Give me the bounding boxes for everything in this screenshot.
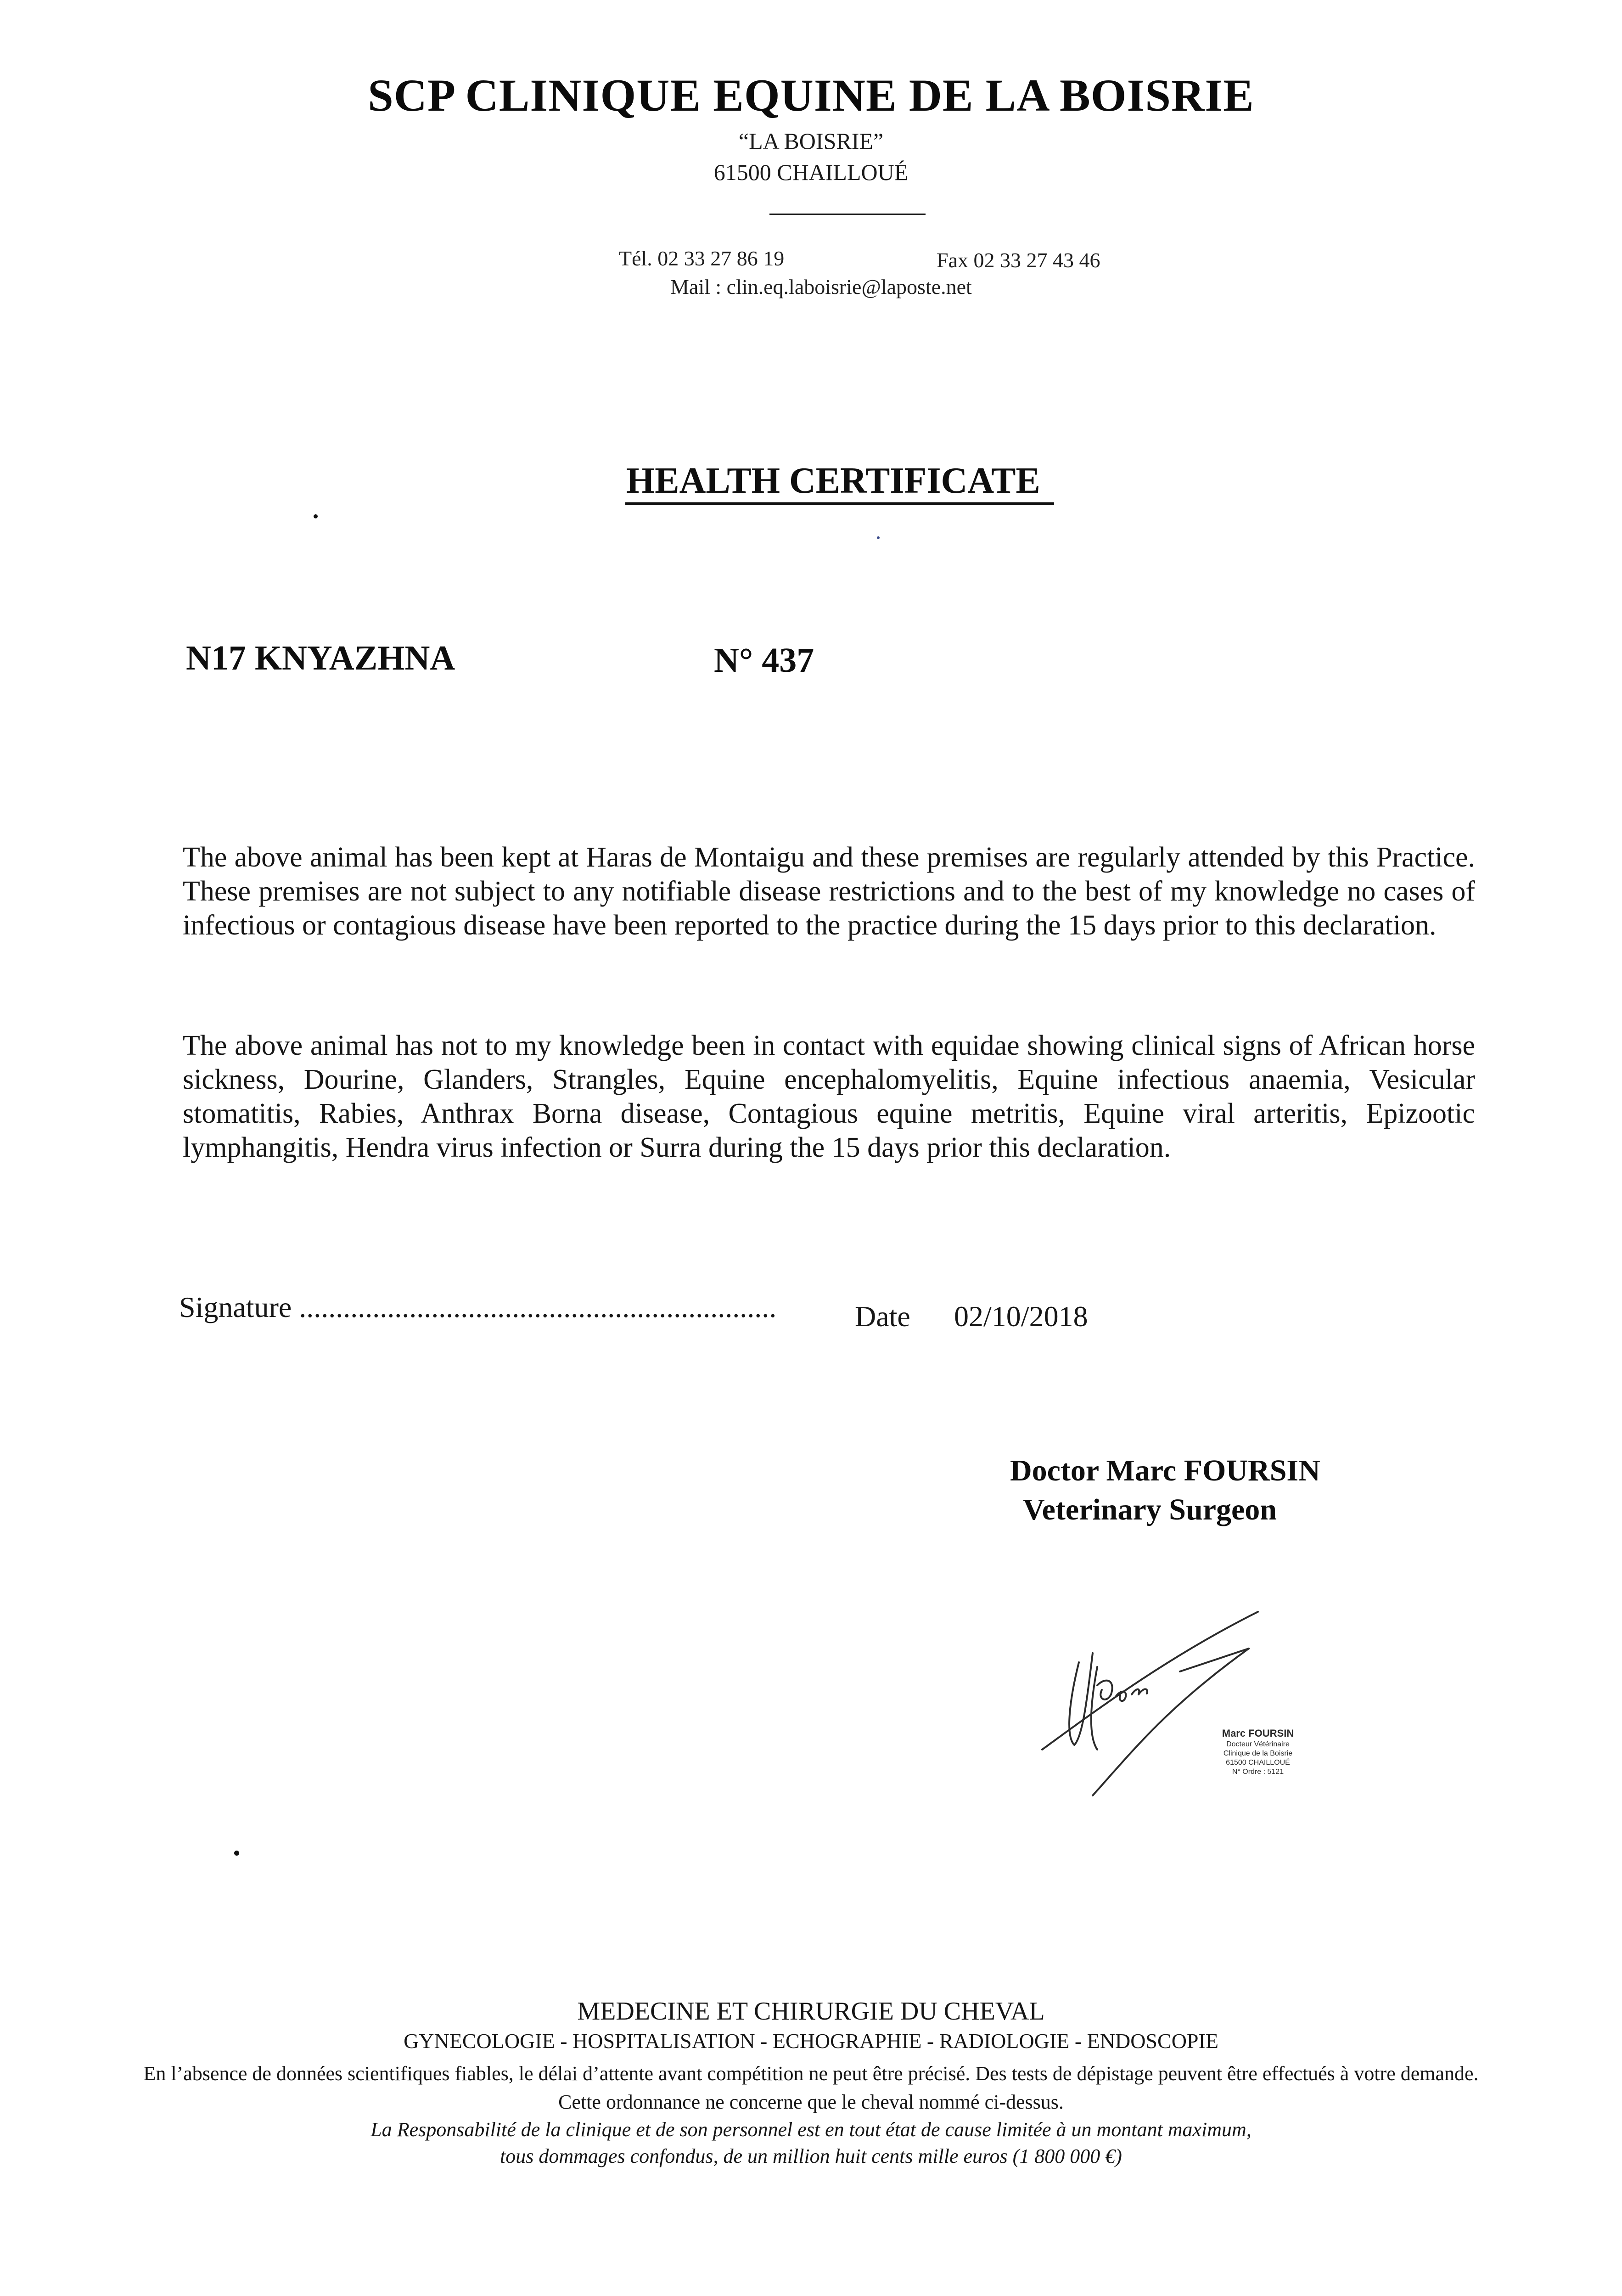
scan-speck — [234, 1851, 239, 1856]
footer-specialty-heading: MEDECINE ET CHIRURGIE DU CHEVAL — [577, 1997, 1045, 2026]
footer-withdrawal-notice: En l’absence de données scientifiques fiables, le délai d’attente avant compétition ne peut être précisé. Des tests de dépistage peuvent être effectués à votre demande. — [143, 2062, 1479, 2085]
signature-line: Signature ................................................................. — [179, 1291, 777, 1323]
date-value: 02/10/2018 — [954, 1300, 1088, 1333]
declaration-text-2: The above animal has not to my knowledge been in contact with equidae showing clinical signs of African horse sickness, Dourine, Glanders, Strangles, Equine encephalomyelitis, Equine infectious anaemia, Vesicular stomatitis, Rabies, Anthrax Borna disease, Contagious equine metritis, Equine viral arteritis, Epizootic lymphangitis, Hendra virus infection or Surra during the 15 days prior this declaration. — [183, 1030, 1475, 1163]
doctor-title: Veterinary Surgeon — [1023, 1493, 1277, 1526]
clinic-fax: Fax 02 33 27 43 46 — [937, 248, 1100, 272]
clinic-email: Mail : clin.eq.laboisrie@laposte.net — [670, 275, 972, 298]
animal-name: N17 KNYAZHNA — [186, 639, 455, 677]
declaration-paragraph-2 — [183, 1029, 1475, 1165]
footer-prescription-notice: Cette ordonnance ne concerne que le cheval nommé ci-dessus. — [558, 2091, 1064, 2113]
clinic-phone: Tél. 02 33 27 86 19 — [619, 247, 785, 270]
stamp-town: 61500 CHAILLOUÉ — [1226, 1759, 1290, 1767]
certificate-title-underline — [625, 502, 1054, 505]
footer-liability-line-1: La Responsabilité de la clinique et de son personnel est en tout état de cause limitée à un montant maximum, — [370, 2118, 1252, 2141]
clinic-name: SCP CLINIQUE EQUINE DE LA BOISRIE — [368, 70, 1254, 121]
footer-liability-line-2: tous dommages confondus, de un million huit cents mille euros (1 800 000 €) — [500, 2145, 1122, 2167]
certificate-number: N° 437 — [714, 641, 814, 680]
doctor-name: Doctor Marc FOURSIN — [1010, 1454, 1320, 1487]
stamp-order-number: N° Ordre : 5121 — [1232, 1768, 1284, 1776]
certificate-title: HEALTH CERTIFICATE — [626, 461, 1040, 501]
stamp-name: Marc FOURSIN — [1222, 1728, 1294, 1739]
declaration-paragraph-1 — [183, 840, 1475, 942]
stamp-clinic: Clinique de la Boisrie — [1223, 1750, 1293, 1757]
header-divider — [769, 214, 926, 215]
date-label: Date — [855, 1300, 910, 1333]
clinic-postal-address: 61500 CHAILLOUÉ — [713, 159, 909, 185]
scan-speck — [877, 536, 880, 539]
clinic-place: “LA BOISRIE” — [738, 128, 884, 154]
footer-services: GYNECOLOGIE - HOSPITALISATION - ECHOGRAPHIE - RADIOLOGIE - ENDOSCOPIE — [404, 2029, 1218, 2053]
declaration-text-1: The above animal has been kept at Haras de Montaigu and these premises are regularly attended by this Practice. These premises are not subject to any notifiable disease restrictions and to the best of my knowledge no cases of infectious or contagious disease have been reported to the practice during the 15 days prior to this declaration. — [183, 842, 1475, 941]
scan-speck — [314, 514, 318, 518]
stamp-role: Docteur Vétérinaire — [1226, 1740, 1290, 1748]
